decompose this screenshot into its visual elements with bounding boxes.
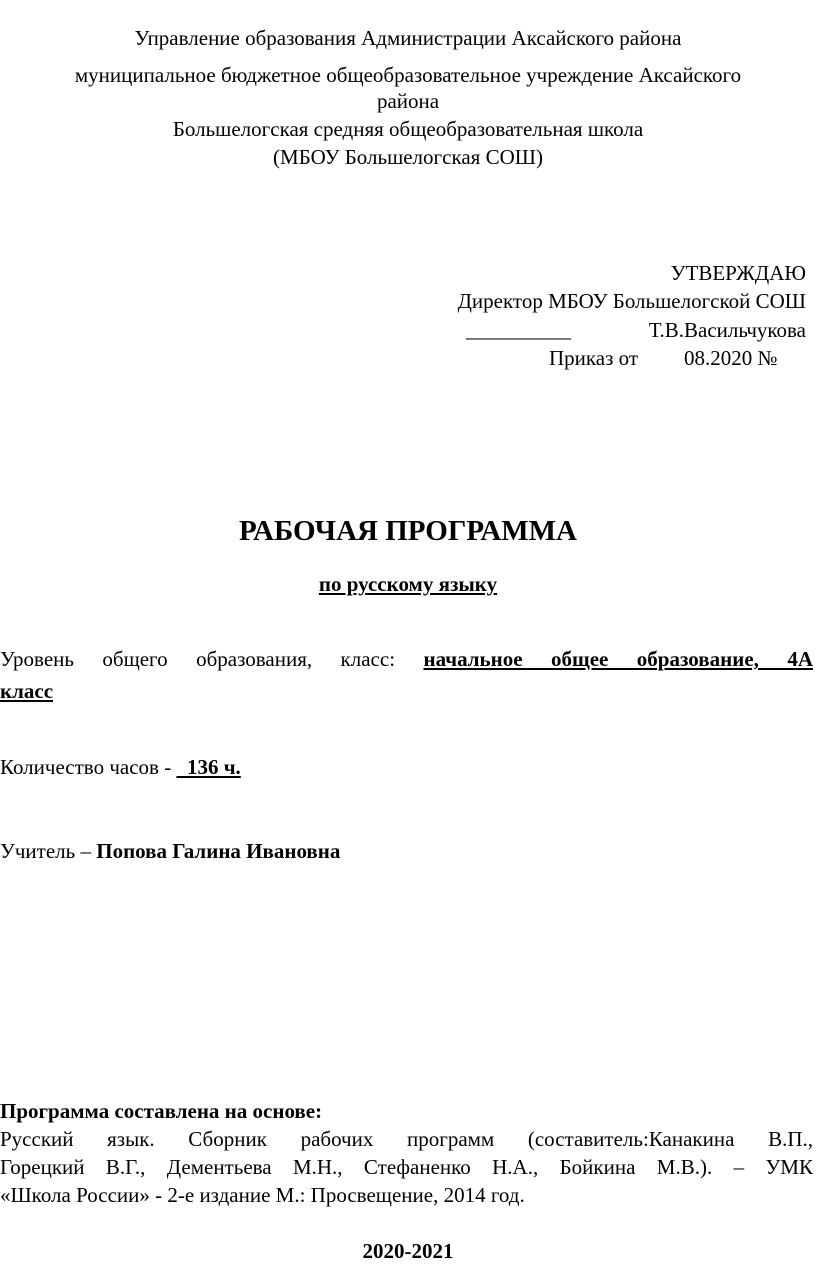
- hours-label: Количество часов -: [0, 755, 172, 779]
- education-level-label: Уровень общего образования, класс:: [0, 647, 396, 671]
- page-title: РАБОЧАЯ ПРОГРАММА: [239, 515, 577, 547]
- header-line-school-short: (МБОУ Большелогская СОШ): [273, 145, 543, 169]
- header-line-district: района: [376, 89, 440, 113]
- teacher-label: Учитель –: [0, 839, 91, 863]
- approval-order-value: 08.2020 №: [684, 346, 778, 370]
- approval-signature-blank: __________: [466, 318, 571, 342]
- approval-order-label: Приказ от: [549, 346, 639, 370]
- basis-line-2: Горецкий В.Г., Дементьева М.Н., Стефаненко Н.А., Бойкина М.В.). – УМК: [0, 1155, 813, 1179]
- subject-line: [0, 571, 816, 597]
- subject-text: по русскому языку: [318, 572, 498, 596]
- education-level-row: [0, 646, 813, 672]
- education-level-value: начальное общее образование, 4А: [423, 647, 813, 671]
- education-level-class-line: [0, 678, 816, 704]
- teacher-row: [0, 838, 816, 864]
- header-line-school-name: Большелогская средняя общеобразовательная школа: [172, 117, 644, 141]
- approval-title: УТВЕРЖДАЮ: [670, 261, 806, 285]
- basis-line-1: Русский язык. Сборник рабочих программ (составитель:Канакина В.П.,: [0, 1127, 813, 1151]
- approval-director: Директор МБОУ Большелогской СОШ: [457, 289, 806, 313]
- hours-row: [0, 754, 816, 780]
- teacher-name: Попова Галина Ивановна: [96, 839, 341, 863]
- header-line-department: Управление образования Администрации Аксайского района: [134, 26, 682, 50]
- academic-year: 2020-2021: [362, 1239, 454, 1263]
- basis-line-3: «Школа России» - 2-е издание М.: Просвещение, 2014 год.: [0, 1183, 525, 1207]
- hours-value: 136 ч.: [176, 755, 241, 779]
- header-line-institution: муниципальное бюджетное общеобразовательное учреждение Аксайского: [74, 63, 742, 87]
- education-level-value-cont: класс: [0, 679, 54, 703]
- approval-signer: Т.В.Васильчукова: [648, 318, 806, 342]
- basis-heading: Программа составлена на основе:: [0, 1099, 323, 1123]
